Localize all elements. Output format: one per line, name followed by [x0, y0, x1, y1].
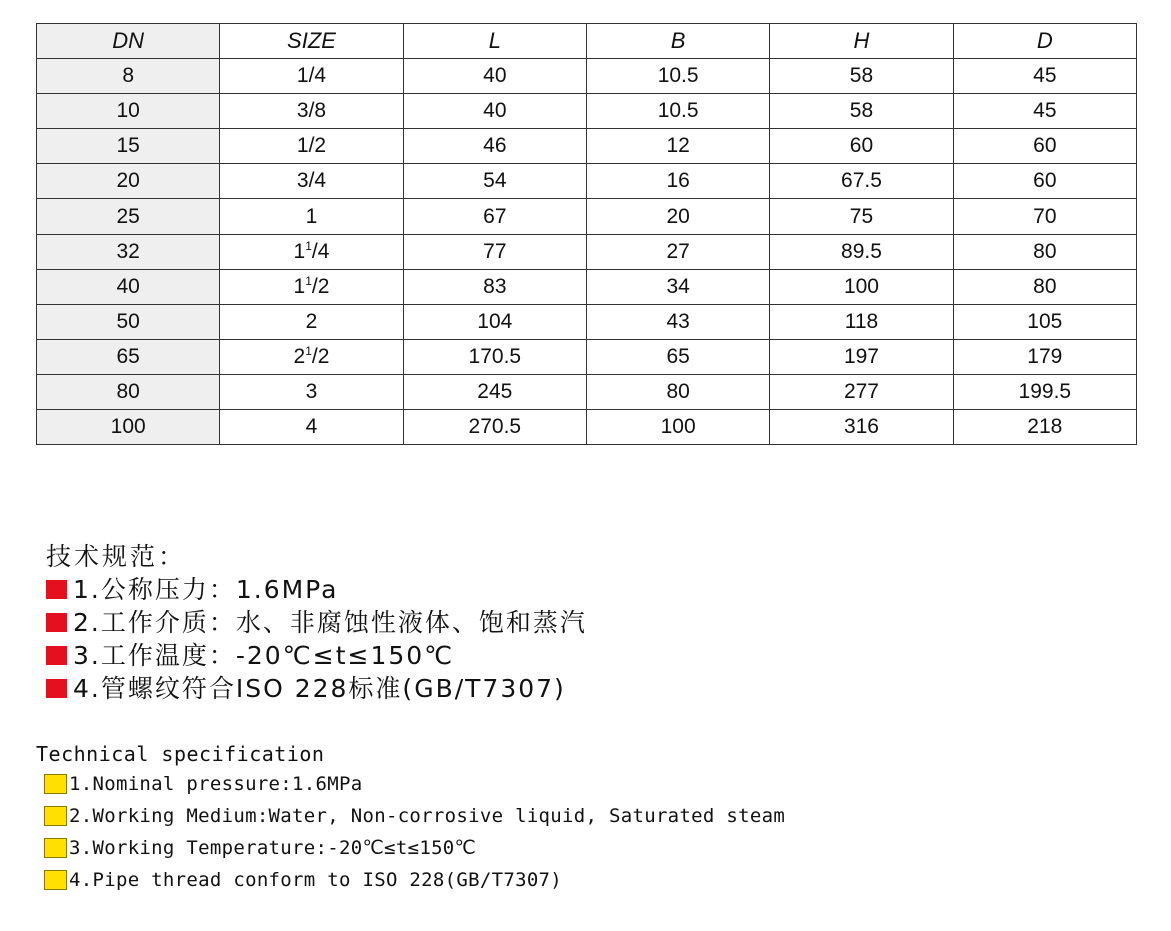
spec-cn-heading: 技术规范：	[46, 542, 187, 571]
cell-h: 89.5	[770, 234, 953, 269]
cell-h: 60	[770, 129, 953, 164]
cell-h: 118	[770, 304, 953, 339]
size-whole: 4	[305, 415, 318, 439]
table-row	[37, 129, 1137, 164]
cell-dn: 20	[37, 164, 220, 199]
table-row	[37, 59, 1137, 94]
cell-dn: 65	[37, 339, 220, 374]
table-header-row	[37, 24, 1137, 59]
cell-size	[220, 234, 403, 269]
spec-en-item-text: 1.Nominal pressure:1.6MPa	[69, 773, 363, 795]
cell-l: 54	[403, 164, 586, 199]
table-row	[37, 374, 1137, 409]
size-whole: 2	[305, 309, 318, 333]
spec-cn-item-text: 2.工作介质：水、非腐蚀性液体、饱和蒸汽	[73, 608, 587, 637]
cell-h: 58	[770, 94, 953, 129]
cell-d: 70	[953, 199, 1136, 234]
size-fraction-denominator: /2	[311, 344, 330, 368]
cell-d: 105	[953, 304, 1136, 339]
cell-dn: 32	[37, 234, 220, 269]
cell-l: 83	[403, 269, 586, 304]
cell-size	[220, 164, 403, 199]
yellow-square-icon	[44, 774, 67, 794]
cell-b: 27	[586, 234, 769, 269]
cell-b: 100	[586, 410, 769, 445]
table-row	[37, 199, 1137, 234]
yellow-square-icon	[44, 806, 67, 826]
cell-l: 245	[403, 374, 586, 409]
cell-dn: 10	[37, 94, 220, 129]
header-size: SIZE	[220, 24, 403, 59]
cell-b: 10.5	[586, 94, 769, 129]
table-row	[37, 164, 1137, 199]
size-fraction: 1/2	[296, 134, 327, 158]
cell-d: 80	[953, 234, 1136, 269]
size-whole: 1	[305, 204, 318, 228]
cell-h: 277	[770, 374, 953, 409]
cell-b: 12	[586, 129, 769, 164]
cell-dn: 50	[37, 304, 220, 339]
size-fraction: 1/4	[296, 64, 327, 88]
cell-h: 67.5	[770, 164, 953, 199]
cell-b: 20	[586, 199, 769, 234]
cell-b: 34	[586, 269, 769, 304]
red-square-icon	[46, 679, 67, 698]
header-d: D	[953, 24, 1136, 59]
size-fraction-numerator: 1	[305, 238, 312, 253]
cell-d: 60	[953, 129, 1136, 164]
spec-cn-item	[46, 573, 587, 606]
cell-l: 77	[403, 234, 586, 269]
spec-cn-item-text: 1.公称压力：1.6MPa	[73, 575, 339, 604]
size-fraction: 3/4	[296, 169, 327, 193]
table-row	[37, 304, 1137, 339]
cell-b: 10.5	[586, 59, 769, 94]
spec-en-item	[36, 832, 785, 864]
spec-cn-item-text: 4.管螺纹符合ISO 228标准(GB/T7307)	[73, 674, 566, 703]
size-whole: 3	[305, 379, 318, 403]
cell-b: 65	[586, 339, 769, 374]
size-fraction-denominator: /4	[311, 239, 330, 263]
cell-size	[220, 339, 403, 374]
cell-d: 45	[953, 94, 1136, 129]
cell-dn: 40	[37, 269, 220, 304]
cell-b: 16	[586, 164, 769, 199]
cell-d: 60	[953, 164, 1136, 199]
spec-cn-item	[46, 606, 587, 639]
spec-en-item-text: 3.Working Temperature:-20℃≤t≤150℃	[69, 837, 477, 859]
red-square-icon	[46, 613, 67, 632]
red-square-icon	[46, 580, 67, 599]
spec-en-item	[36, 800, 785, 832]
yellow-square-icon	[44, 838, 67, 858]
header-b: B	[586, 24, 769, 59]
cell-h: 58	[770, 59, 953, 94]
cell-h: 197	[770, 339, 953, 374]
spec-cn-item	[46, 672, 587, 705]
cell-size	[220, 199, 403, 234]
cell-size	[220, 59, 403, 94]
table-row	[37, 410, 1137, 445]
cell-h: 316	[770, 410, 953, 445]
cell-size	[220, 410, 403, 445]
cell-h: 75	[770, 199, 953, 234]
size-whole: 1	[293, 239, 306, 263]
cell-dn: 80	[37, 374, 220, 409]
cell-l: 40	[403, 59, 586, 94]
cell-dn: 15	[37, 129, 220, 164]
spec-cn-item	[46, 639, 587, 672]
table-row	[37, 339, 1137, 374]
size-whole: 1	[293, 274, 306, 298]
spec-chinese	[46, 540, 587, 705]
cell-size	[220, 94, 403, 129]
table-row	[37, 269, 1137, 304]
cell-l: 170.5	[403, 339, 586, 374]
spec-en-item-text: 2.Working Medium:Water, Non-corrosive liquid, Saturated steam	[69, 805, 786, 827]
cell-dn: 8	[37, 59, 220, 94]
size-fraction-denominator: /2	[311, 274, 330, 298]
cell-l: 67	[403, 199, 586, 234]
header-h: H	[770, 24, 953, 59]
cell-dn: 25	[37, 199, 220, 234]
spec-en-item-text: 4.Pipe thread conform to ISO 228(GB/T7307)	[69, 869, 563, 891]
red-square-icon	[46, 646, 67, 665]
cell-d: 199.5	[953, 374, 1136, 409]
size-fraction: 3/8	[296, 99, 327, 123]
cell-b: 43	[586, 304, 769, 339]
header-l: L	[403, 24, 586, 59]
size-fraction-numerator: 1	[305, 343, 312, 358]
cell-dn: 100	[37, 410, 220, 445]
cell-l: 270.5	[403, 410, 586, 445]
table-row	[37, 94, 1137, 129]
spec-en-item	[36, 768, 785, 800]
spec-en-item	[36, 864, 785, 896]
cell-h: 100	[770, 269, 953, 304]
yellow-square-icon	[44, 870, 67, 890]
cell-size	[220, 129, 403, 164]
header-dn: DN	[37, 24, 220, 59]
dimension-table	[36, 23, 1137, 445]
cell-d: 45	[953, 59, 1136, 94]
spec-cn-item-text: 3.工作温度：-20℃≤t≤150℃	[73, 641, 455, 670]
size-whole: 2	[293, 344, 306, 368]
cell-d: 218	[953, 410, 1136, 445]
cell-b: 80	[586, 374, 769, 409]
size-fraction-numerator: 1	[305, 273, 312, 288]
cell-size	[220, 269, 403, 304]
spec-english	[36, 740, 785, 896]
cell-l: 46	[403, 129, 586, 164]
cell-d: 80	[953, 269, 1136, 304]
spec-en-heading: Technical specification	[36, 742, 325, 766]
cell-l: 104	[403, 304, 586, 339]
cell-size	[220, 304, 403, 339]
table-row	[37, 234, 1137, 269]
cell-d: 179	[953, 339, 1136, 374]
cell-l: 40	[403, 94, 586, 129]
cell-size	[220, 374, 403, 409]
